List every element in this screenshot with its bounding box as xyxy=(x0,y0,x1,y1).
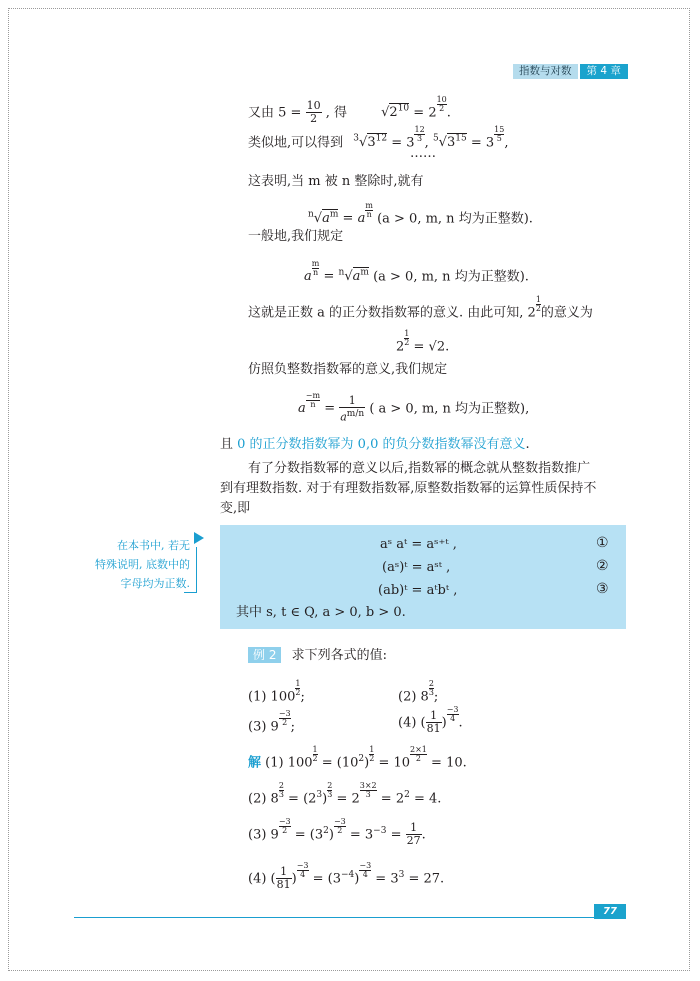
question-1: (1) 100 $\frac{1}{2}$ ; xyxy=(248,679,305,705)
fraction-10-2: $\frac{10}{2}$ xyxy=(306,99,321,126)
para-line-3: 变,即 xyxy=(220,501,251,516)
line-7: 这就是正数 a 的正分数指数幂的意义. 由此可知, 2 $\frac{1}{2}$ 的意义为 xyxy=(248,295,593,321)
line-1-text: 又由 5 = xyxy=(248,105,302,121)
line-5: 一般地,我们规定 xyxy=(248,229,344,244)
rule-3-num: ③ xyxy=(596,581,609,597)
example-label: 例 2 xyxy=(248,647,281,663)
rule-3: (ab)ᵗ = aᵗbᵗ , xyxy=(378,583,458,598)
pointer-arrow-icon xyxy=(194,532,204,544)
line-8: 2 $\frac{1}{2}$ = √2. xyxy=(396,329,450,355)
solution-label: 解 xyxy=(248,755,262,771)
line-6: a $\frac{m}{n}$ = $^n√a^m$ (a > 0, m, n 均为正整数). xyxy=(304,259,529,285)
sqrt-2-10: $√2^{10}$ xyxy=(381,104,410,121)
chapter-label: 第 4 章 xyxy=(580,64,628,79)
line-3: 这表明,当 m 被 n 整除时,就有 xyxy=(248,174,424,189)
line-4-cond: (a > 0, m, n 均为正整数). xyxy=(377,211,533,227)
line-9: 仿照负整数指数幂的意义,我们规定 xyxy=(248,362,448,377)
line-10-cond: ( a > 0, m, n 均为正整数), xyxy=(369,401,530,417)
rule-1: aˢ aᵗ = aˢ⁺ᵗ , xyxy=(380,537,457,552)
para-line-1: 有了分数指数幂的意义以后,指数幂的概念就从整数指数推广 xyxy=(248,461,591,476)
example-heading: 例 2 求下列各式的值: xyxy=(248,646,387,665)
line-10: a $\frac{-m}{n}$ = $\frac{1}{a^{m/n}}$ ( a > 0, m, n 均为正整数), xyxy=(298,391,530,424)
solution-1: 解 (1) 100 $\frac{1}{2}$ = $(10^2)$ $\frac{1}{2}$ = 10 $\frac{2\times 1}{2}$ = 10. xyxy=(248,745,467,771)
page-number: 77 xyxy=(594,904,626,919)
highlight-text: 0 的正分数指数幂为 0,0 的负分数指数幂没有意义 xyxy=(237,437,526,452)
rule-2: (aˢ)ᵗ = aˢᵗ , xyxy=(382,560,451,575)
line-1: 又由 5 = $\frac{10}{2}$ , 得 $√2^{10} = 2$ $\frac{10}{2}$ . xyxy=(248,95,451,126)
line-1-mid: , 得 xyxy=(325,105,347,121)
question-3: (3) 9 $\frac{-3}{2}$ ; xyxy=(248,709,296,735)
book-title: 指数与对数 xyxy=(513,64,578,79)
line-4: $^n√a^m = a$ $\frac{m}{n}$ (a > 0, m, n 均为正整数). xyxy=(308,201,533,227)
line-1-eq: = 2 xyxy=(413,105,437,121)
rules-condition: 其中 s, t ∈ Q, a > 0, b > 0. xyxy=(236,605,406,620)
side-note: 在本书中, 若无 特殊说明, 底数中的 字母均为正数. xyxy=(95,539,190,590)
solution-2: (2) 8 $\frac{2}{3}$ = $(2^3)$ $\frac{2}{3}$ = 2 $\frac{3\times 2}{3}$ = $2^2 = 4$. xyxy=(248,781,442,807)
line-2: 类似地,可以得到 $^3√3^{12} = 3$ $\frac{12}{3}$ , $^5√3^{15} = 3$ $\frac{15}{5}$ , xyxy=(248,125,509,151)
solution-4: (4) ( $\frac{1}{81}$ ) $\frac{-3}{4}$ = $(3^{-4})$ $\frac{-3}{4}$ = $3^3 = 27$. xyxy=(248,861,445,892)
question-4: (4) ( $\frac{1}{81}$ ) $\frac{-3}{4}$ . xyxy=(398,705,463,736)
running-header xyxy=(513,64,628,79)
footer-rule xyxy=(74,917,608,918)
para-line-2: 到有理数指数. 对于有理数指数幂,原整数指数幂的运算性质保持不 xyxy=(220,481,597,496)
question-2: (2) 8 $\frac{2}{3}$ ; xyxy=(398,679,439,705)
line-11: 且 0 的正分数指数幂为 0,0 的负分数指数幂没有意义. xyxy=(220,437,530,452)
rule-1-num: ① xyxy=(596,535,609,551)
ellipsis: …… xyxy=(410,146,436,161)
line-6-cond: (a > 0, m, n 均为正整数). xyxy=(373,269,529,285)
rule-2-num: ② xyxy=(596,558,609,574)
side-note-bracket xyxy=(184,547,197,593)
line-2-text: 类似地,可以得到 xyxy=(248,135,344,151)
solution-3: (3) 9 $\frac{-3}{2}$ = $(3^2)$ $\frac{-3}{2}$ = $3^{-3}$ = $\frac{1}{27}$ . xyxy=(248,817,426,848)
